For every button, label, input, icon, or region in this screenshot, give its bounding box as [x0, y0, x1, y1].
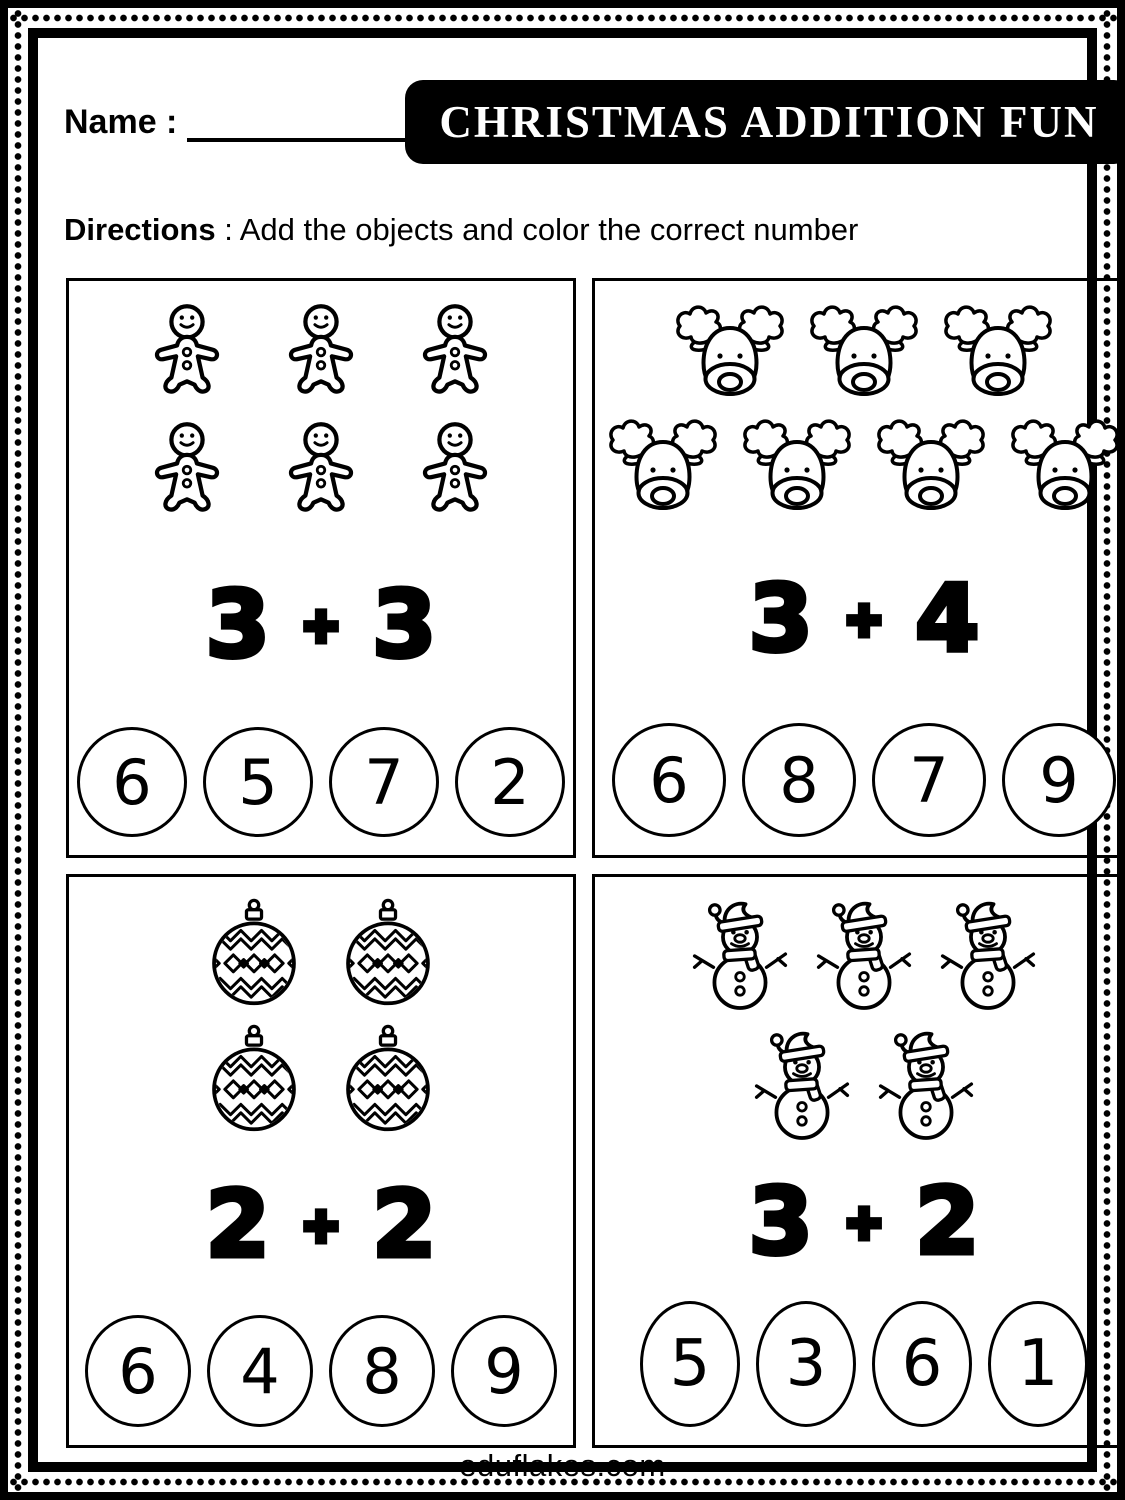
ornament-icon — [341, 897, 435, 1009]
answer-choice-5[interactable]: 5 — [203, 727, 313, 837]
answer-choice-7[interactable]: 7 — [872, 723, 986, 837]
name-label: Name : — [64, 102, 178, 141]
gingerbread-man-icon — [407, 301, 503, 405]
gingerbread-man-icon — [139, 301, 235, 405]
plus-sign: + — [844, 1195, 884, 1249]
snowman-icon — [687, 897, 793, 1013]
answer-choices — [640, 1301, 1088, 1427]
snowman-icons-area — [687, 897, 1041, 1143]
snowman-icon — [749, 1027, 855, 1143]
icon-row — [139, 301, 503, 405]
equation — [748, 565, 980, 672]
header — [64, 80, 1099, 164]
addend-1: 3 — [205, 571, 270, 678]
reindeer-icon — [1005, 415, 1125, 515]
plus-sign: + — [301, 1198, 341, 1252]
icon-row — [207, 1023, 435, 1135]
directions — [64, 212, 1061, 248]
problem-card-reindeer — [592, 278, 1125, 858]
answer-choices — [85, 1315, 557, 1427]
answer-choice-5[interactable]: 5 — [640, 1301, 740, 1427]
snowman-icon — [811, 897, 917, 1013]
icon-row — [749, 1027, 979, 1143]
answer-choice-9[interactable]: 9 — [1002, 723, 1116, 837]
problem-card-gingerbread — [66, 278, 576, 858]
plus-sign: + — [301, 598, 341, 652]
snowman-icon — [935, 897, 1041, 1013]
dotted-border — [8, 8, 1117, 1492]
gingerbread-icons-area — [139, 301, 503, 523]
reindeer-icon — [871, 415, 991, 515]
icon-row — [687, 897, 1041, 1013]
plus-sign: + — [844, 592, 884, 646]
name-blank-line[interactable] — [187, 104, 405, 142]
ornament-icon — [207, 1023, 301, 1135]
website-credit: eduflakes.com — [459, 1448, 666, 1483]
directions-label: Directions — [64, 212, 216, 247]
inner-black-frame — [28, 28, 1099, 1483]
ornament-icon — [207, 897, 301, 1009]
reindeer-icon — [938, 301, 1058, 401]
ornament-icons-area — [207, 897, 435, 1135]
answer-choice-6[interactable]: 6 — [85, 1315, 191, 1427]
answer-choices — [77, 727, 565, 837]
addend-1: 3 — [748, 1168, 813, 1275]
answer-choice-6[interactable]: 6 — [77, 727, 187, 837]
addend-2: 3 — [372, 571, 437, 678]
icon-row — [139, 419, 503, 523]
gingerbread-man-icon — [407, 419, 503, 523]
equation — [748, 1168, 980, 1275]
problem-card-ornament — [66, 874, 576, 1448]
reindeer-icon — [670, 301, 790, 401]
equation — [205, 571, 437, 678]
worksheet-content — [38, 38, 1099, 1483]
answer-choice-9[interactable]: 9 — [451, 1315, 557, 1427]
answer-choice-8[interactable]: 8 — [329, 1315, 435, 1427]
answer-choice-6[interactable]: 6 — [612, 723, 726, 837]
answer-choice-2[interactable]: 2 — [455, 727, 565, 837]
answer-choice-8[interactable]: 8 — [742, 723, 856, 837]
snowman-icon — [873, 1027, 979, 1143]
icon-row — [207, 897, 435, 1009]
answer-choice-4[interactable]: 4 — [207, 1315, 313, 1427]
reindeer-icons-area — [603, 301, 1125, 515]
gingerbread-man-icon — [139, 419, 235, 523]
directions-text: : Add the objects and color the correct number — [224, 212, 859, 247]
reindeer-icon — [737, 415, 857, 515]
reindeer-icon — [603, 415, 723, 515]
addend-2: 2 — [372, 1171, 437, 1278]
reindeer-icon — [804, 301, 924, 401]
answer-choice-1[interactable]: 1 — [988, 1301, 1088, 1427]
icon-row — [603, 415, 1125, 515]
problem-card-snowman — [592, 874, 1125, 1448]
page-title: CHRISTMAS ADDITION FUN — [405, 80, 1125, 164]
answer-choice-3[interactable]: 3 — [756, 1301, 856, 1427]
name-field-group — [64, 103, 405, 142]
ornament-icon — [341, 1023, 435, 1135]
answer-choices — [612, 723, 1116, 837]
answer-choice-6[interactable]: 6 — [872, 1301, 972, 1427]
addend-1: 2 — [205, 1171, 270, 1278]
answer-choice-7[interactable]: 7 — [329, 727, 439, 837]
addend-2: 2 — [915, 1168, 980, 1275]
gingerbread-man-icon — [273, 419, 369, 523]
gingerbread-man-icon — [273, 301, 369, 405]
addend-2: 4 — [915, 565, 980, 672]
equation — [205, 1171, 437, 1278]
addend-1: 3 — [748, 565, 813, 672]
icon-row — [670, 301, 1058, 401]
problems-grid — [66, 278, 1079, 1448]
